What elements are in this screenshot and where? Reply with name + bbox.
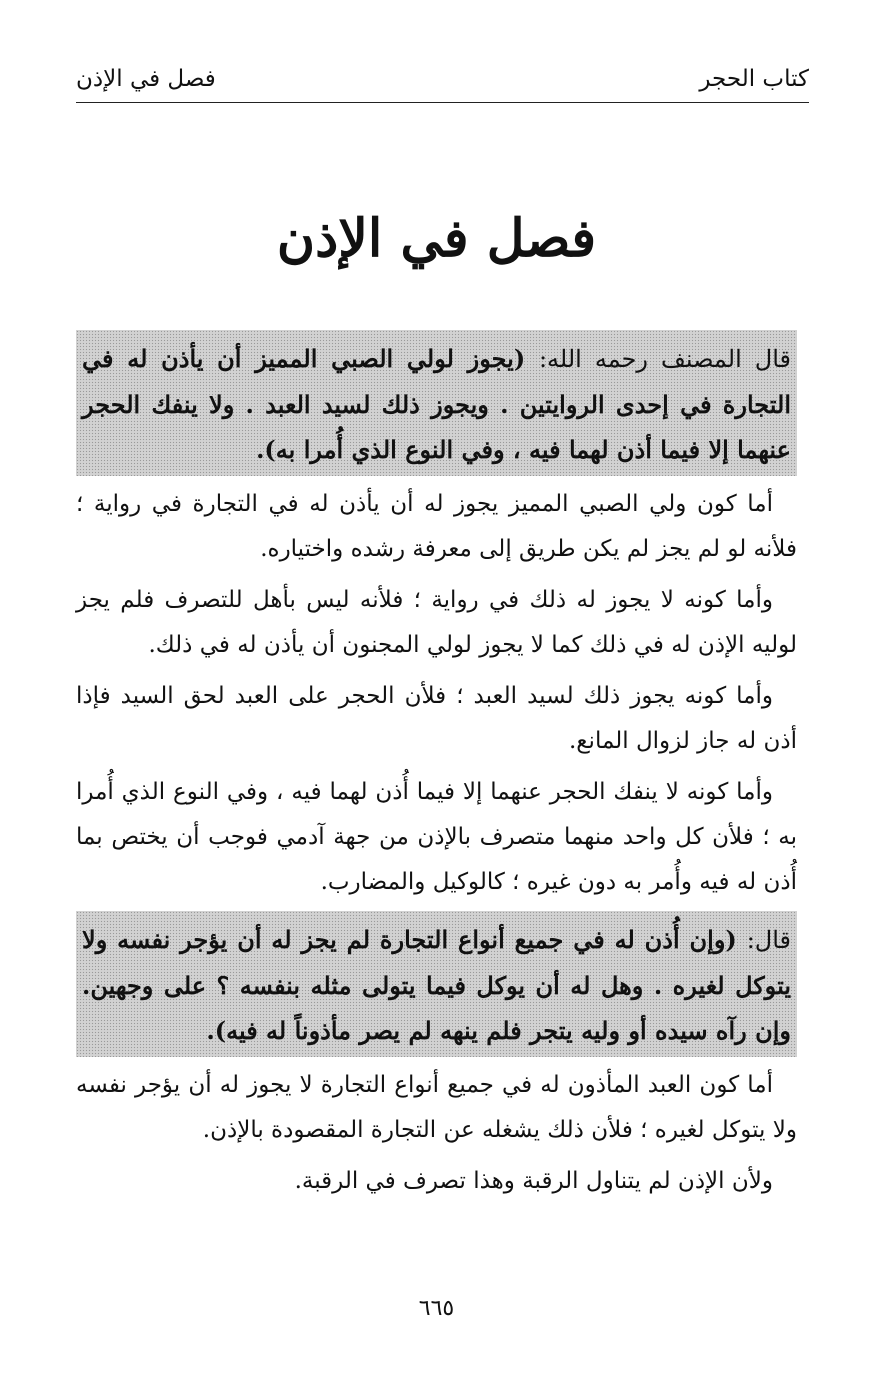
commentary-paragraph: ولأن الإذن لم يتناول الرقبة وهذا تصرف في الرقبة. <box>294 1168 773 1194</box>
commentary-paragraph: وأما كونه لا ينفك الحجر عنهما إلا فيما أُذن لهما فيه ، وفي النوع الذي أُمرا به ؛ فلأن كل واحد منهما متصرف بالإذن من جهة آدمي فوجب أن يختص بما أُذن له فيه وأُمر به دون غيره ؛ كالوكيل والمضارب. <box>76 779 797 895</box>
running-header <box>76 56 809 103</box>
book-title: كتاب الحجر <box>699 66 809 92</box>
quote-text: (وإن أُذن له في جميع أنواع التجارة لم يجز له أن يؤجر نفسه ولا يتوكل لغيره . وهل له أن يوكل فيما يتولى مثله بنفسه ؟ على وجهين. وإن رآه سيده أو وليه يتجر فلم ينهه لم يصر مأذوناً له فيه). <box>82 925 791 1045</box>
commentary-paragraph: وأما كونه لا يجوز له ذلك في رواية ؛ فلأنه ليس بأهل للتصرف فلم يجز لوليه الإذن له في ذلك كما لا يجوز لولي المجنون أن يأذن له في ذلك. <box>76 587 797 658</box>
commentary-paragraph: أما كون ولي الصبي المميز يجوز له أن يأذن له في التجارة في رواية ؛ فلأنه لو لم يجز لم يكن طريق إلى معرفة رشده واختياره. <box>76 491 797 562</box>
chapter-title: فصل في الإذن <box>276 208 597 269</box>
quoted-text-block <box>76 330 797 476</box>
page-body <box>76 330 797 1210</box>
page-number: ٦٦٥ <box>418 1296 455 1321</box>
commentary-paragraph: أما كون العبد المأذون له في جميع أنواع التجارة لا يجوز له أن يؤجر نفسه ولا يتوكل لغيره ؛ فلأن ذلك يشغله عن التجارة المقصودة بالإذن. <box>76 1072 797 1143</box>
quote-text: (يجوز لولي الصبي المميز أن يأذن له في التجارة في إحدى الروايتين . ويجوز ذلك لسيد العبد . ولا ينفك الحجر عنهما إلا فيما أذن لهما فيه ، وفي النوع الذي أُمرا به). <box>82 344 791 464</box>
commentary-paragraph: وأما كونه يجوز ذلك لسيد العبد ؛ فلأن الحجر على العبد لحق السيد فإذا أذن له جاز لزوال المانع. <box>76 683 797 754</box>
quote-attribution: قال المصنف رحمه الله: <box>538 345 791 373</box>
quote-attribution: قال: <box>746 926 791 954</box>
quoted-text-block <box>76 911 797 1057</box>
section-title: فصل في الإذن <box>76 66 216 92</box>
